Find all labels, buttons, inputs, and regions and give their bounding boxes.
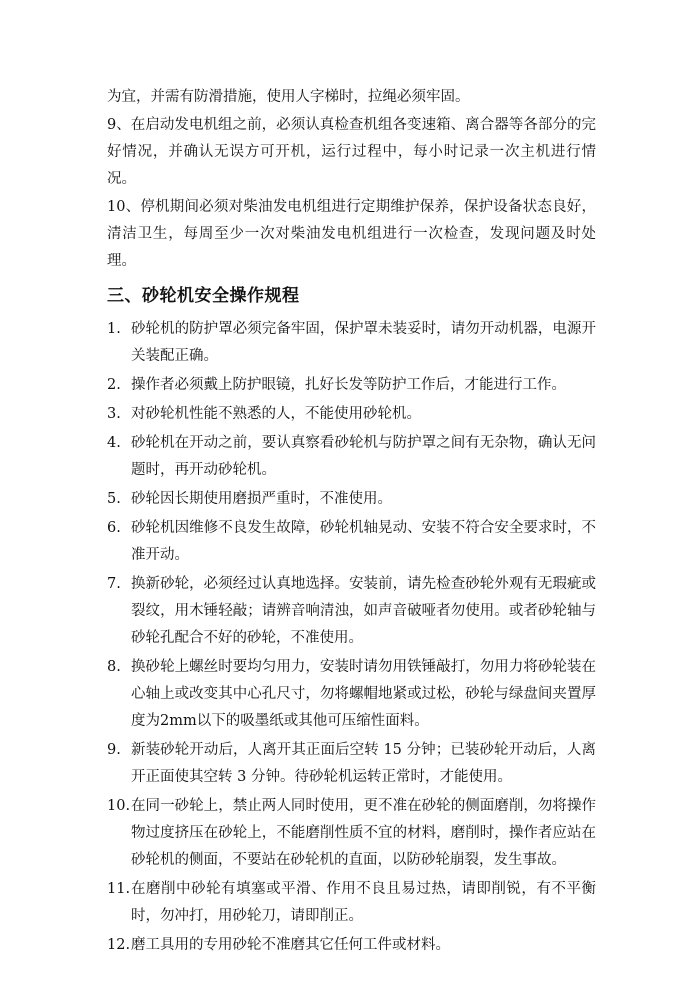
list-item bbox=[107, 401, 596, 428]
section-title: 三、砂轮机安全操作规程 bbox=[107, 286, 300, 306]
list-item-text: 在磨削中砂轮有填塞或平滑、作用不良且易过热，请即削锐，有不平衡时，勿冲打，用砂轮刀，请即削正。 bbox=[131, 881, 596, 924]
list-item-number: 6. bbox=[107, 520, 121, 536]
list-item-text: 在同一砂轮上，禁止两人同时使用，更不准在砂轮的侧面磨削，勿将操作物过度挤压在砂轮上，不能磨削性质不宜的材料，磨削时，操作者应站在砂轮机的侧面，不要站在砂轮机的直面，以防砂轮崩裂，发生事故。 bbox=[131, 798, 596, 868]
paragraph-item-9: 9、在启动发电机组之前，必须认真检查机组各变速箱、离合器等各部分的完好情况，并确认无误方可开机，运行过程中，每小时记录一次主机进行情况。 bbox=[107, 117, 596, 187]
list-item-number: 8. bbox=[107, 659, 121, 675]
list-item-text: 砂轮机因维修不良发生故障，砂轮机轴晃动、安装不符合安全要求时，不准开动。 bbox=[131, 520, 596, 563]
list-item-number: 10. bbox=[107, 798, 131, 814]
list-item bbox=[107, 571, 596, 652]
list-item-number: 7. bbox=[107, 576, 121, 592]
list-item bbox=[107, 932, 596, 959]
list-item-number: 12. bbox=[107, 937, 131, 953]
list-item-number: 2. bbox=[107, 377, 121, 393]
list-item bbox=[107, 737, 596, 791]
list-item-number: 1. bbox=[107, 321, 121, 337]
list-item bbox=[107, 372, 596, 399]
list-item-text: 操作者必须戴上防护眼镜，扎好长发等防护工作后，才能进行工作。 bbox=[131, 377, 566, 393]
list-item-number: 5. bbox=[107, 491, 121, 507]
list-item-text: 磨工具用的专用砂轮不准磨其它任何工件或材料。 bbox=[131, 937, 450, 953]
list-item bbox=[107, 430, 596, 484]
list-item-text: 换新砂轮，必须经过认真地选择。安装前，请先检查砂轮外观有无瑕疵或裂纹，用木锤轻敲；请辨音响清浊，如声音破哑者勿使用。或者砂轮轴与砂轮孔配合不好的砂轮，不准使用。 bbox=[131, 576, 596, 646]
list-item bbox=[107, 515, 596, 569]
list-item bbox=[107, 486, 596, 513]
list-item-text: 换砂轮上螺丝时要均匀用力，安装时请勿用铁锤敲打，勿用力将砂轮装在心轴上或改变其中心孔尺寸，勿将螺帽地紧或过松，砂轮与绿盘间夹置厚度为2mm以下的吸墨纸或其他可压缩性面料。 bbox=[131, 659, 596, 729]
list-item-number: 3. bbox=[107, 406, 121, 422]
list-item-number: 9. bbox=[107, 742, 121, 758]
list-item-text: 砂轮机的防护罩必须完备牢固，保护罩未装妥时，请勿开动机器，电源开关装配正确。 bbox=[131, 321, 596, 364]
list-item bbox=[107, 654, 596, 735]
list-item-text: 砂轮机在开动之前，要认真察看砂轮机与防护罩之间有无杂物，确认无问题时，再开动砂轮机。 bbox=[131, 435, 596, 478]
paragraph-item-10: 10、停机期间必须对柴油发电机组进行定期维护保养，保护设备状态良好，清洁卫生，每周至少一次对柴油发电机组进行一次检查，发现问题及时处理。 bbox=[107, 199, 596, 269]
list-item bbox=[107, 793, 596, 874]
list-item bbox=[107, 316, 596, 370]
paragraph-continuation: 为宜，并需有防滑措施，使用人字梯时，拉绳必须牢固。 bbox=[107, 89, 470, 105]
list-item-text: 砂轮因长期使用磨损严重时，不准使用。 bbox=[131, 491, 392, 507]
rules-list bbox=[107, 316, 596, 959]
list-item-text: 对砂轮机性能不熟悉的人，不能使用砂轮机。 bbox=[131, 406, 421, 422]
list-item-number: 4. bbox=[107, 435, 121, 451]
list-item bbox=[107, 876, 596, 930]
list-item-number: 11. bbox=[107, 881, 131, 897]
list-item-text: 新装砂轮开动后，人离开其正面后空转 15 分钟；已装砂轮开动后，人离开正面使其空转 3 分钟。待砂轮机运转正常时，才能使用。 bbox=[131, 742, 596, 785]
